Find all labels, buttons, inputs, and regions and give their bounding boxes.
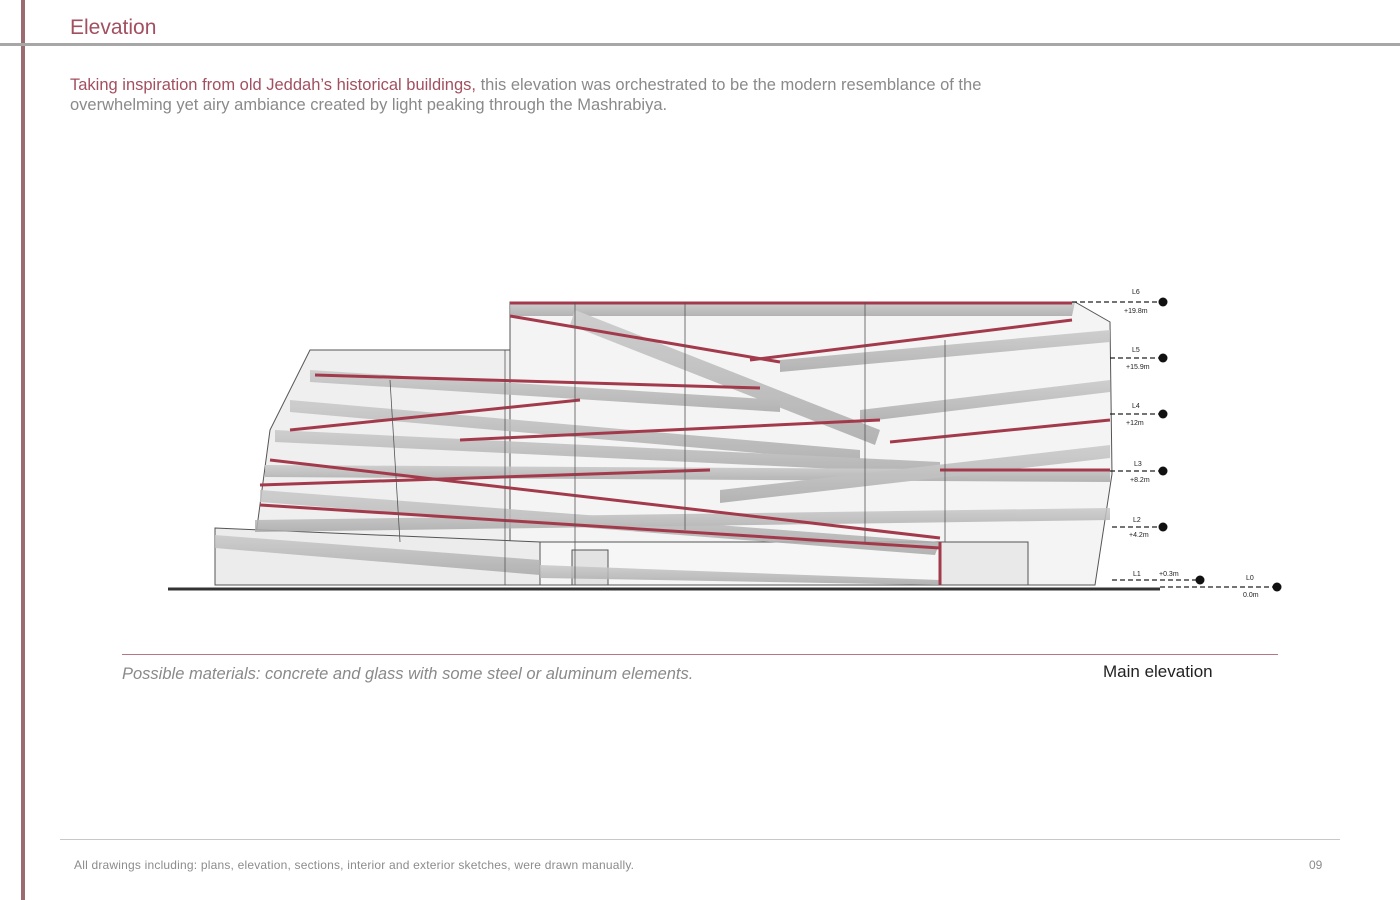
level-datums [1159,298,1282,592]
level-label: L6 [1132,289,1140,296]
level-label: L5 [1132,347,1140,354]
drawing-label: Main elevation [1103,662,1213,681]
intro-paragraph [70,75,990,115]
footer-note: All drawings including: plans, elevation, sections, interior and exterior sketches, were drawn manually. [74,858,635,872]
left-accent-rule [21,0,25,900]
materials-note: Possible materials: concrete and glass with some steel or aluminum elements. [122,665,694,683]
datum-symbol-l2 [1159,523,1168,532]
level-labels [1124,289,1259,599]
level-label: L1 [1133,571,1141,578]
level-height: +8.2m [1130,477,1150,484]
level-height: +19.8m [1124,308,1148,315]
datum-symbol-l5 [1159,354,1168,363]
intro-highlight: Taking inspiration from old Jeddah’s historical buildings, [70,76,476,94]
elevation-drawing [160,280,1290,610]
level-height: +15.9m [1126,364,1150,371]
datum-symbol-l6 [1159,298,1168,307]
header-divider [0,43,1400,46]
footer-divider [60,839,1340,840]
level-label: L3 [1134,461,1142,468]
level-label: L4 [1132,403,1140,410]
datum-symbol-l0 [1273,583,1282,592]
level-height: +0.3m [1159,571,1179,578]
level-height: +12m [1126,420,1144,427]
level-label: L0 [1246,575,1254,582]
level-height: 0.0m [1243,592,1259,599]
page-title: Elevation [70,16,157,39]
datum-symbol-l3 [1159,467,1168,476]
datum-symbol-l1 [1196,576,1205,585]
page-number: 09 [1309,858,1323,872]
caption-divider [122,654,1278,655]
datum-symbol-l4 [1159,410,1168,419]
intro-body: this elevation was orchestrated to be the modern resemblance of the overwhelming yet airy ambiance created by light peaking through the Mashrabiya. [70,76,982,114]
level-label: L2 [1133,517,1141,524]
level-height: +4.2m [1129,532,1149,539]
